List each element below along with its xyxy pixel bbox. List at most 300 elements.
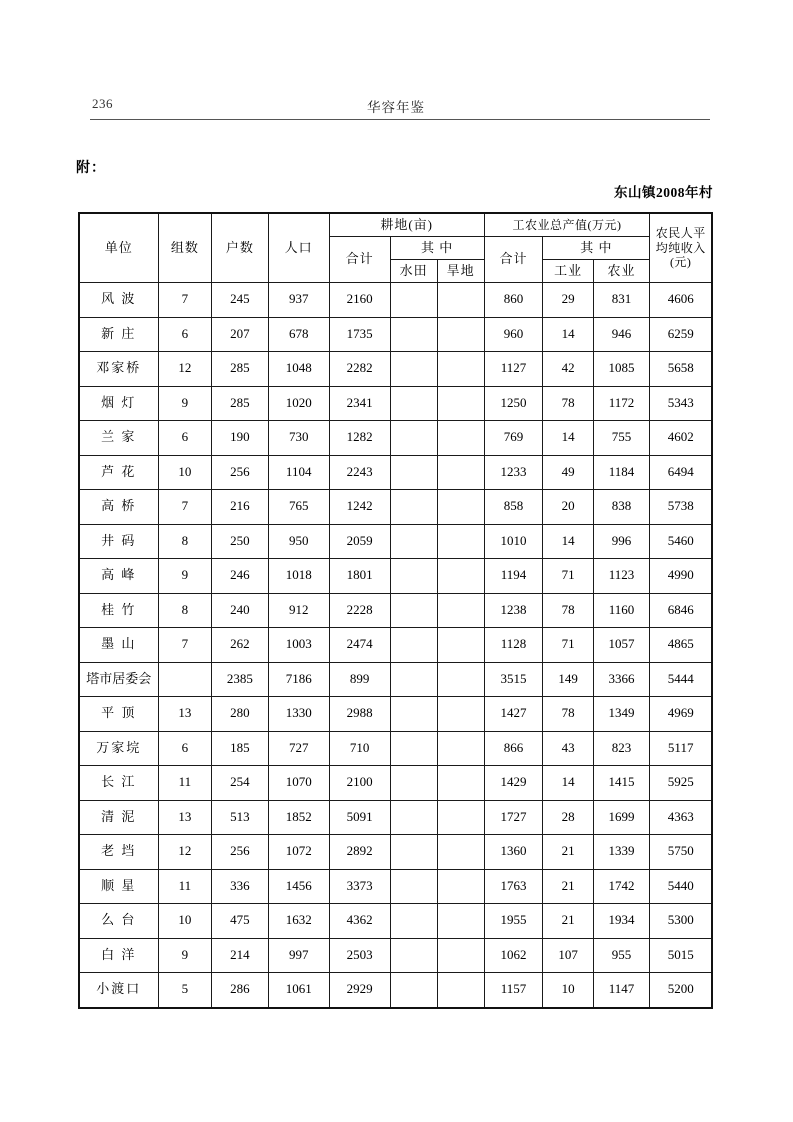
cell-farmland-total: 2059 [329, 524, 390, 559]
cell-output-total: 1157 [484, 973, 543, 1008]
unit-name: 万家垸 [96, 739, 142, 755]
header-dry-label: 旱地 [446, 262, 475, 278]
cell-industry: 49 [543, 455, 593, 490]
cell-output-total: 866 [484, 731, 543, 766]
cell-output-total: 1763 [484, 869, 543, 904]
header-farmland-group-label: 耕地(亩) [380, 216, 433, 232]
cell-household-count: 254 [212, 766, 269, 801]
cell-paddy [390, 869, 437, 904]
cell-paddy [390, 455, 437, 490]
cell-industry: 71 [543, 628, 593, 663]
cell-dry [437, 835, 484, 870]
cell-paddy [390, 835, 437, 870]
cell-dry [437, 490, 484, 525]
cell-farmland-total: 2100 [329, 766, 390, 801]
table-row [79, 869, 712, 904]
cell-dry [437, 938, 484, 973]
cell-population: 950 [268, 524, 329, 559]
cell-farmland-total: 1801 [329, 559, 390, 594]
cell-farmland-total: 4362 [329, 904, 390, 939]
cell-paddy [390, 317, 437, 352]
cell-farmland-total: 2929 [329, 973, 390, 1008]
table-caption [0, 181, 713, 201]
header-farmland-total [329, 237, 390, 283]
cell-household-count: 262 [212, 628, 269, 663]
cell-paddy [390, 938, 437, 973]
cell-income: 4865 [650, 628, 712, 663]
header-industry-label: 工业 [554, 262, 583, 278]
header-output-total [484, 237, 543, 283]
cell-dry [437, 317, 484, 352]
cell-group-count: 6 [158, 731, 211, 766]
cell-output-total: 1194 [484, 559, 543, 594]
cell-paddy [390, 593, 437, 628]
header-dry [437, 260, 484, 283]
cell-group-count: 12 [158, 835, 211, 870]
unit-name: 小渡口 [96, 981, 142, 997]
cell-household-count: 280 [212, 697, 269, 732]
cell-income: 5738 [650, 490, 712, 525]
header-industry [543, 260, 593, 283]
header-output-total-label: 合计 [499, 251, 528, 267]
table-row [79, 973, 712, 1008]
cell-paddy [390, 766, 437, 801]
cell-income: 5343 [650, 386, 712, 421]
cell-household-count: 216 [212, 490, 269, 525]
header-paddy [390, 260, 437, 283]
cell-population: 1632 [268, 904, 329, 939]
table-body [79, 283, 712, 1008]
cell-unit [79, 766, 158, 801]
table-row [79, 766, 712, 801]
village-statistics-table [78, 212, 713, 1009]
cell-farmland-total: 899 [329, 662, 390, 697]
cell-household-count: 285 [212, 352, 269, 387]
header-group-count-label: 组数 [170, 239, 199, 255]
unit-name: 老 垱 [101, 843, 137, 859]
cell-farmland-total: 2243 [329, 455, 390, 490]
header-paddy-label: 水田 [399, 262, 428, 278]
cell-output-total: 1233 [484, 455, 543, 490]
cell-output-total: 1062 [484, 938, 543, 973]
attachment-label: 附： [76, 161, 106, 176]
cell-industry: 14 [543, 524, 593, 559]
cell-population: 912 [268, 593, 329, 628]
table-row [79, 559, 712, 594]
cell-group-count: 12 [158, 352, 211, 387]
cell-household-count: 240 [212, 593, 269, 628]
cell-income: 6494 [650, 455, 712, 490]
cell-paddy [390, 662, 437, 697]
cell-group-count: 7 [158, 490, 211, 525]
cell-household-count: 214 [212, 938, 269, 973]
cell-dry [437, 283, 484, 318]
cell-dry [437, 697, 484, 732]
cell-income: 5444 [650, 662, 712, 697]
unit-name: 白 洋 [101, 946, 137, 962]
cell-farmland-total: 2988 [329, 697, 390, 732]
cell-household-count: 245 [212, 283, 269, 318]
table-row [79, 421, 712, 456]
table [78, 212, 713, 1009]
header-household-count [212, 213, 269, 283]
unit-name: 塔市居委会 [86, 670, 152, 686]
cell-group-count: 7 [158, 628, 211, 663]
cell-farmland-total: 2228 [329, 593, 390, 628]
cell-income: 5440 [650, 869, 712, 904]
cell-industry: 29 [543, 283, 593, 318]
unit-name: 芦 花 [101, 463, 137, 479]
cell-household-count: 190 [212, 421, 269, 456]
cell-farmland-total: 710 [329, 731, 390, 766]
table-row [79, 697, 712, 732]
table-row [79, 904, 712, 939]
cell-population: 1852 [268, 800, 329, 835]
cell-agriculture: 955 [593, 938, 650, 973]
header-farmland-total-label: 合计 [345, 251, 374, 267]
cell-dry [437, 628, 484, 663]
unit-name: 风 波 [101, 291, 137, 307]
cell-dry [437, 869, 484, 904]
cell-dry [437, 904, 484, 939]
cell-unit [79, 593, 158, 628]
cell-output-total: 1250 [484, 386, 543, 421]
cell-dry [437, 662, 484, 697]
cell-agriculture: 946 [593, 317, 650, 352]
cell-agriculture: 1172 [593, 386, 650, 421]
header-farmland-group [329, 213, 484, 237]
table-caption-year: 2008 [656, 185, 685, 200]
cell-population: 937 [268, 283, 329, 318]
cell-household-count: 207 [212, 317, 269, 352]
cell-household-count: 250 [212, 524, 269, 559]
cell-unit [79, 973, 158, 1008]
cell-income: 5300 [650, 904, 712, 939]
cell-output-total: 860 [484, 283, 543, 318]
cell-industry: 78 [543, 593, 593, 628]
cell-output-total: 1727 [484, 800, 543, 835]
cell-farmland-total: 2282 [329, 352, 390, 387]
cell-agriculture: 1123 [593, 559, 650, 594]
table-row [79, 490, 712, 525]
cell-farmland-total: 3373 [329, 869, 390, 904]
cell-dry [437, 766, 484, 801]
cell-industry: 78 [543, 697, 593, 732]
unit-name: 兰 家 [101, 429, 137, 445]
header-income-label: 农民人平均纯收入(元) [655, 225, 706, 270]
cell-group-count: 13 [158, 800, 211, 835]
cell-agriculture: 1349 [593, 697, 650, 732]
unit-name: 烟 灯 [101, 394, 137, 410]
cell-industry: 10 [543, 973, 593, 1008]
cell-income: 5925 [650, 766, 712, 801]
cell-agriculture: 1339 [593, 835, 650, 870]
cell-group-count: 9 [158, 938, 211, 973]
cell-unit [79, 283, 158, 318]
cell-output-total: 769 [484, 421, 543, 456]
cell-paddy [390, 421, 437, 456]
cell-population: 7186 [268, 662, 329, 697]
unit-name: 桂 竹 [101, 601, 137, 617]
cell-output-total: 1955 [484, 904, 543, 939]
table-row [79, 317, 712, 352]
cell-group-count: 7 [158, 283, 211, 318]
cell-industry: 107 [543, 938, 593, 973]
cell-income: 5750 [650, 835, 712, 870]
cell-income: 4990 [650, 559, 712, 594]
cell-paddy [390, 352, 437, 387]
cell-unit [79, 731, 158, 766]
header-unit [79, 213, 158, 283]
book-title: 华容年鉴 [367, 100, 425, 115]
cell-paddy [390, 524, 437, 559]
cell-dry [437, 731, 484, 766]
unit-name: 邓家桥 [96, 360, 142, 376]
cell-paddy [390, 283, 437, 318]
cell-farmland-total: 2503 [329, 938, 390, 973]
cell-dry [437, 593, 484, 628]
table-row [79, 455, 712, 490]
header-unit-label: 单位 [104, 239, 133, 255]
cell-unit [79, 455, 158, 490]
cell-population: 765 [268, 490, 329, 525]
header-output-group-label: 工农业总产值(万元) [512, 217, 622, 232]
cell-output-total: 1360 [484, 835, 543, 870]
cell-industry: 20 [543, 490, 593, 525]
cell-agriculture: 3366 [593, 662, 650, 697]
cell-paddy [390, 904, 437, 939]
cell-paddy [390, 628, 437, 663]
cell-industry: 21 [543, 835, 593, 870]
cell-agriculture: 1184 [593, 455, 650, 490]
cell-farmland-total: 1282 [329, 421, 390, 456]
header-output-among-label: 其 中 [580, 239, 613, 255]
cell-household-count: 256 [212, 455, 269, 490]
cell-output-total: 960 [484, 317, 543, 352]
cell-dry [437, 559, 484, 594]
cell-dry [437, 524, 484, 559]
cell-farmland-total: 1735 [329, 317, 390, 352]
cell-group-count: 9 [158, 559, 211, 594]
cell-agriculture: 1934 [593, 904, 650, 939]
cell-population: 997 [268, 938, 329, 973]
table-caption-prefix: 东山镇 [614, 185, 656, 200]
cell-group-count: 10 [158, 904, 211, 939]
cell-population: 1330 [268, 697, 329, 732]
cell-paddy [390, 697, 437, 732]
cell-income: 5658 [650, 352, 712, 387]
cell-population: 730 [268, 421, 329, 456]
cell-unit [79, 697, 158, 732]
cell-household-count: 246 [212, 559, 269, 594]
cell-group-count: 11 [158, 869, 211, 904]
cell-population: 1048 [268, 352, 329, 387]
cell-income: 5200 [650, 973, 712, 1008]
cell-dry [437, 386, 484, 421]
cell-agriculture: 1085 [593, 352, 650, 387]
cell-unit [79, 662, 158, 697]
cell-population: 1061 [268, 973, 329, 1008]
table-row [79, 352, 712, 387]
cell-agriculture: 755 [593, 421, 650, 456]
cell-industry: 78 [543, 386, 593, 421]
table-row [79, 800, 712, 835]
cell-income: 4602 [650, 421, 712, 456]
cell-paddy [390, 559, 437, 594]
cell-unit [79, 938, 158, 973]
cell-population: 1003 [268, 628, 329, 663]
cell-household-count: 185 [212, 731, 269, 766]
cell-industry: 71 [543, 559, 593, 594]
header-agriculture [593, 260, 650, 283]
cell-group-count: 11 [158, 766, 211, 801]
cell-agriculture: 1057 [593, 628, 650, 663]
unit-name: 长 江 [101, 774, 137, 790]
cell-dry [437, 455, 484, 490]
cell-unit [79, 559, 158, 594]
cell-paddy [390, 731, 437, 766]
cell-agriculture: 1699 [593, 800, 650, 835]
cell-farmland-total: 5091 [329, 800, 390, 835]
cell-farmland-total: 2341 [329, 386, 390, 421]
header-output-group [484, 213, 650, 237]
cell-unit [79, 352, 158, 387]
cell-population: 1070 [268, 766, 329, 801]
cell-dry [437, 973, 484, 1008]
unit-name: 么 台 [101, 912, 137, 928]
cell-household-count: 286 [212, 973, 269, 1008]
cell-unit [79, 386, 158, 421]
unit-name: 井 码 [101, 532, 137, 548]
cell-unit [79, 869, 158, 904]
cell-output-total: 1128 [484, 628, 543, 663]
cell-income: 4969 [650, 697, 712, 732]
cell-paddy [390, 386, 437, 421]
cell-industry: 14 [543, 317, 593, 352]
table-caption-suffix: 年村 [685, 185, 713, 200]
cell-industry: 42 [543, 352, 593, 387]
cell-farmland-total: 1242 [329, 490, 390, 525]
cell-household-count: 256 [212, 835, 269, 870]
cell-group-count: 10 [158, 455, 211, 490]
cell-farmland-total: 2474 [329, 628, 390, 663]
cell-output-total: 1429 [484, 766, 543, 801]
cell-dry [437, 421, 484, 456]
table-row [79, 593, 712, 628]
cell-output-total: 1427 [484, 697, 543, 732]
cell-household-count: 285 [212, 386, 269, 421]
cell-population: 727 [268, 731, 329, 766]
cell-group-count: 6 [158, 421, 211, 456]
cell-agriculture: 831 [593, 283, 650, 318]
cell-output-total: 1127 [484, 352, 543, 387]
cell-unit [79, 524, 158, 559]
cell-income: 6846 [650, 593, 712, 628]
cell-population: 678 [268, 317, 329, 352]
table-row [79, 524, 712, 559]
page-header [78, 96, 714, 122]
cell-population: 1456 [268, 869, 329, 904]
cell-unit [79, 421, 158, 456]
cell-output-total: 1238 [484, 593, 543, 628]
table-row [79, 662, 712, 697]
cell-paddy [390, 973, 437, 1008]
cell-unit [79, 835, 158, 870]
table-head [79, 213, 712, 283]
cell-industry: 149 [543, 662, 593, 697]
header-output-among [543, 237, 650, 260]
cell-farmland-total: 2160 [329, 283, 390, 318]
cell-agriculture: 1742 [593, 869, 650, 904]
header-household-count-label: 户数 [225, 239, 254, 255]
unit-name: 平 顶 [101, 705, 137, 721]
cell-industry: 43 [543, 731, 593, 766]
cell-industry: 14 [543, 421, 593, 456]
cell-agriculture: 1160 [593, 593, 650, 628]
cell-dry [437, 800, 484, 835]
unit-name: 墨 山 [101, 636, 137, 652]
table-row [79, 835, 712, 870]
cell-industry: 21 [543, 904, 593, 939]
cell-output-total: 1010 [484, 524, 543, 559]
cell-income: 5460 [650, 524, 712, 559]
cell-population: 1072 [268, 835, 329, 870]
table-row [79, 938, 712, 973]
cell-agriculture: 838 [593, 490, 650, 525]
cell-income: 5117 [650, 731, 712, 766]
header-rule [90, 119, 710, 120]
cell-household-count: 336 [212, 869, 269, 904]
header-row-1 [79, 213, 712, 237]
cell-population: 1104 [268, 455, 329, 490]
page-number: 236 [92, 96, 113, 111]
cell-industry: 28 [543, 800, 593, 835]
cell-unit [79, 628, 158, 663]
header-farmland-among [390, 237, 484, 260]
cell-household-count: 2385 [212, 662, 269, 697]
header-income [650, 213, 712, 283]
cell-paddy [390, 800, 437, 835]
cell-household-count: 475 [212, 904, 269, 939]
unit-name: 高 峰 [101, 567, 137, 583]
header-population-label: 人口 [284, 239, 313, 255]
cell-income: 5015 [650, 938, 712, 973]
cell-dry [437, 352, 484, 387]
cell-unit [79, 904, 158, 939]
header-agriculture-label: 农业 [607, 262, 636, 278]
cell-output-total: 3515 [484, 662, 543, 697]
cell-output-total: 858 [484, 490, 543, 525]
cell-population: 1020 [268, 386, 329, 421]
cell-group-count: 6 [158, 317, 211, 352]
cell-population: 1018 [268, 559, 329, 594]
cell-income: 4606 [650, 283, 712, 318]
unit-name: 高 桥 [101, 498, 137, 514]
header-farmland-among-label: 其 中 [420, 239, 454, 255]
cell-paddy [390, 490, 437, 525]
header-population [268, 213, 329, 283]
cell-group-count: 9 [158, 386, 211, 421]
cell-group-count: 13 [158, 697, 211, 732]
table-row [79, 731, 712, 766]
cell-group-count: 8 [158, 524, 211, 559]
cell-unit [79, 490, 158, 525]
cell-unit [79, 800, 158, 835]
cell-agriculture: 823 [593, 731, 650, 766]
unit-name: 新 庄 [101, 325, 137, 341]
cell-agriculture: 1147 [593, 973, 650, 1008]
table-row [79, 386, 712, 421]
